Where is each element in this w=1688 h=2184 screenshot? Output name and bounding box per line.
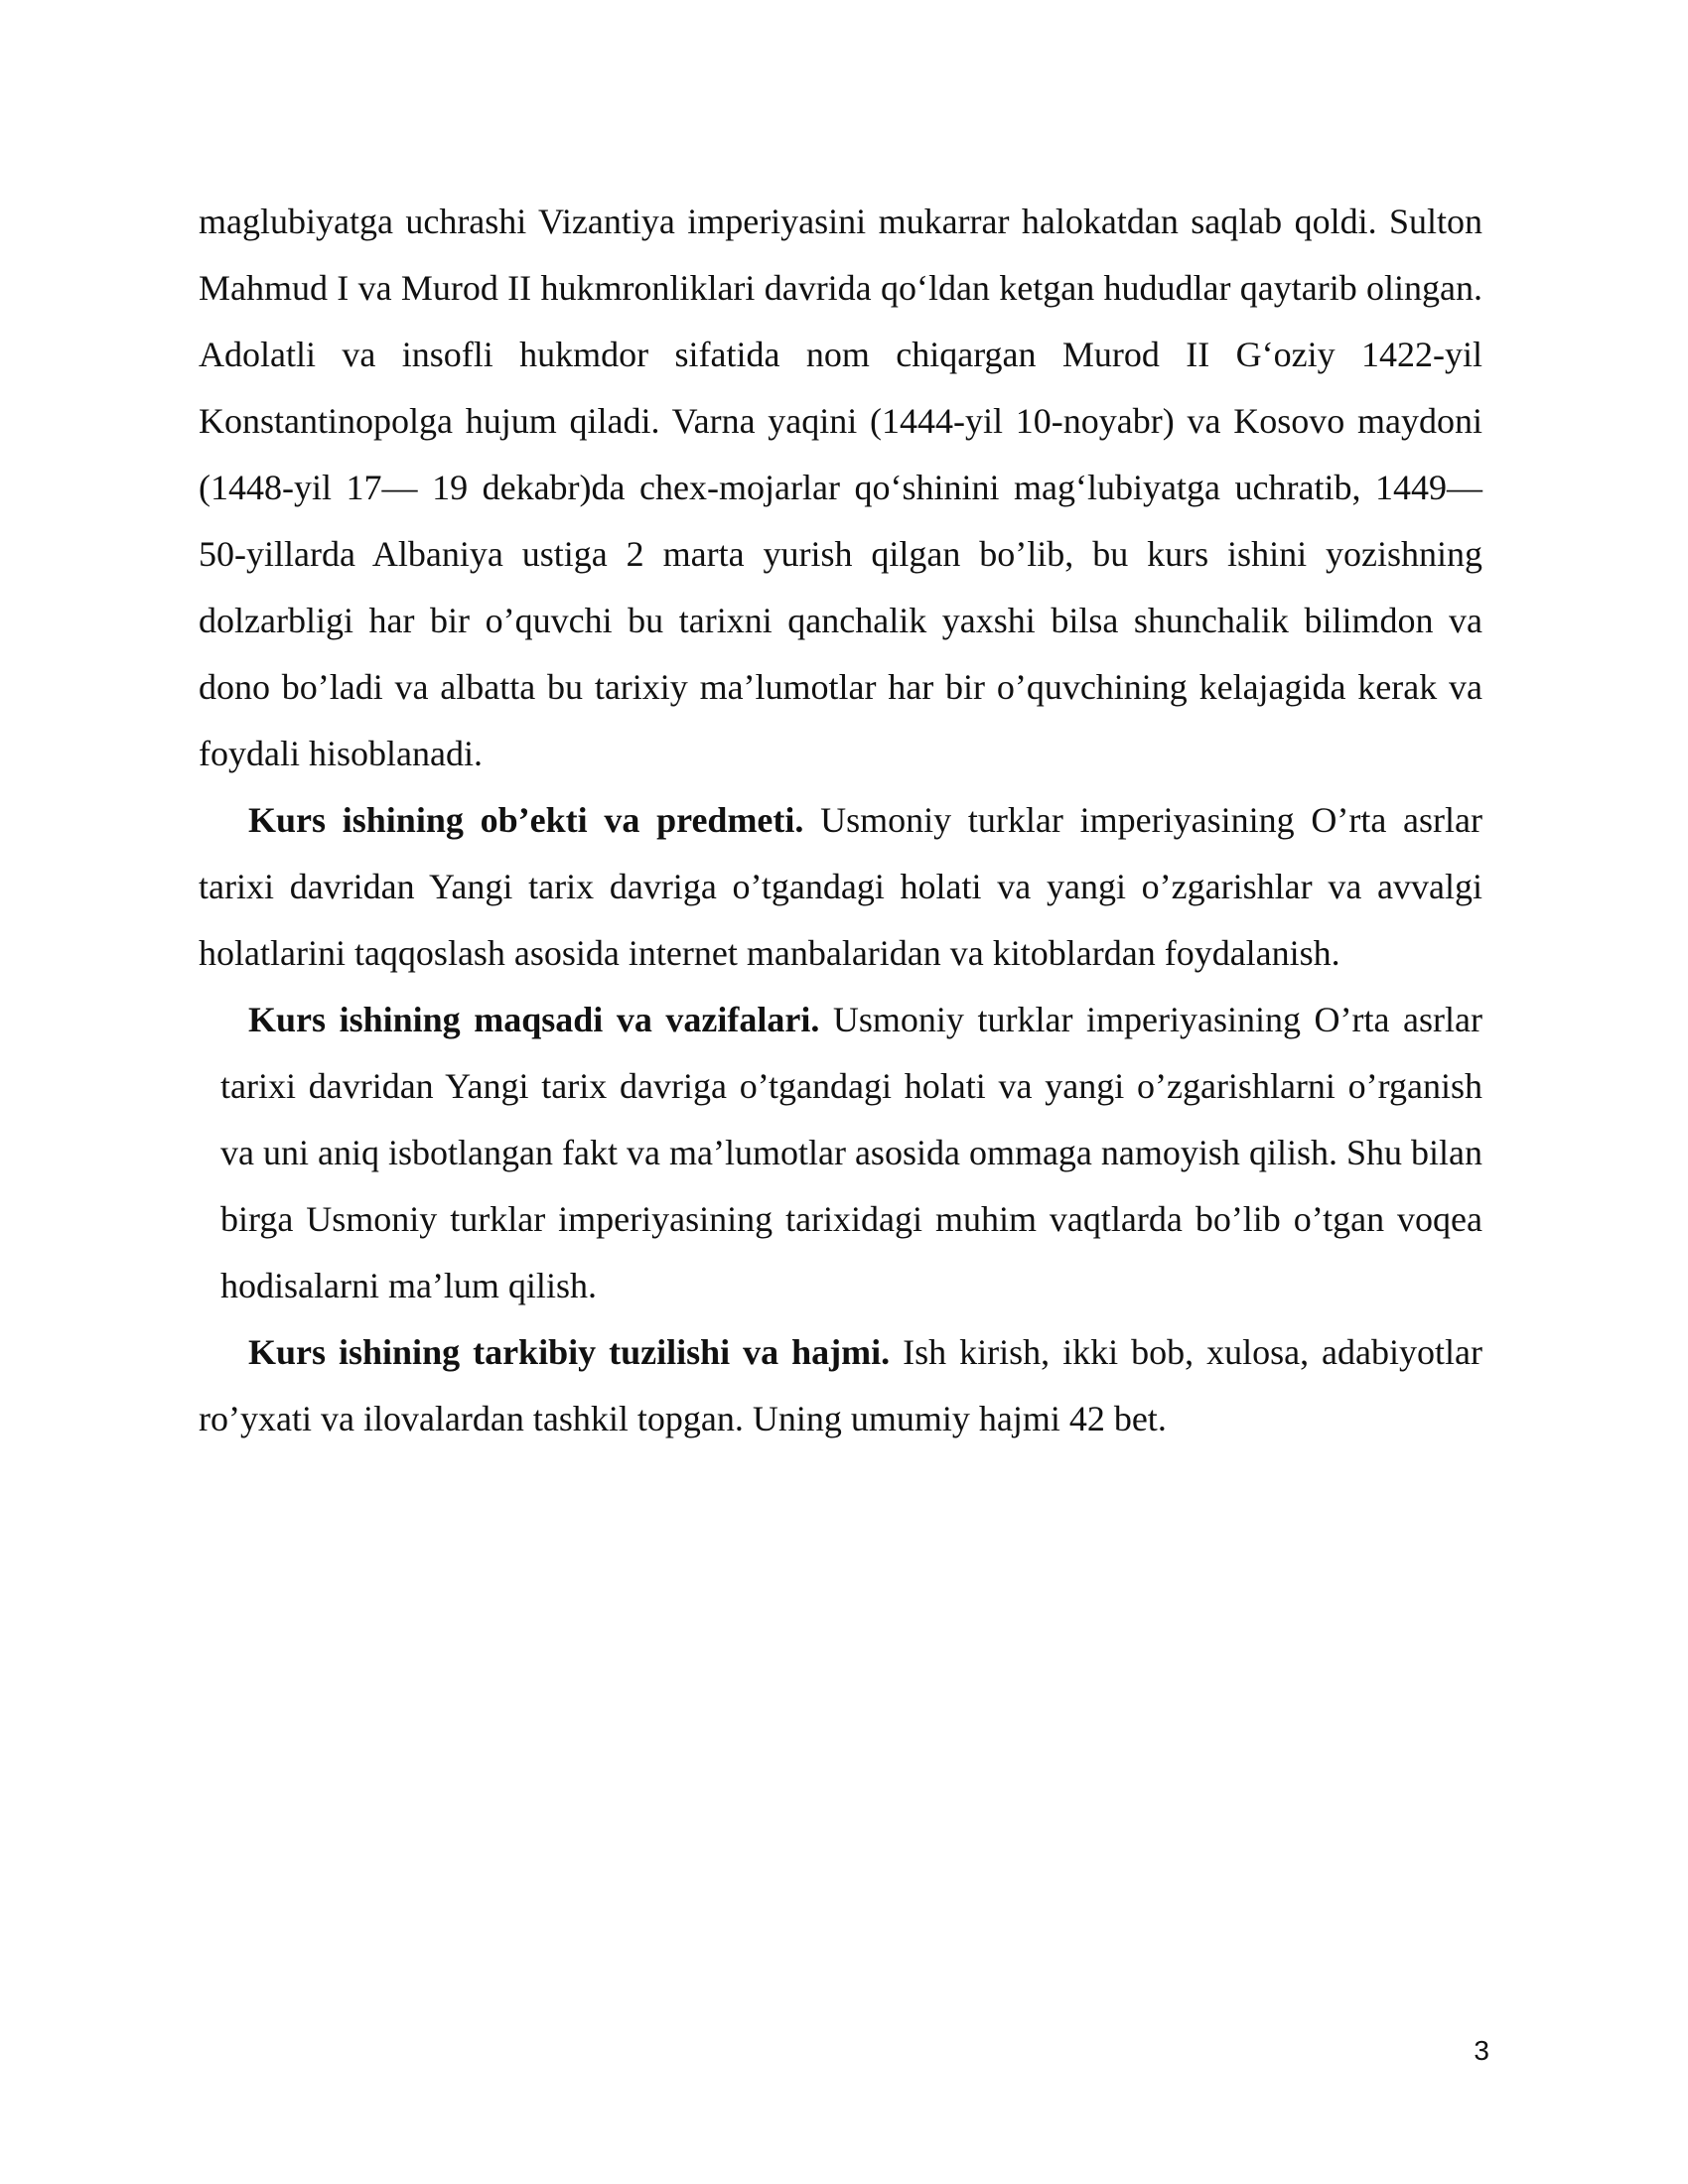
paragraph-text: Usmoniy turklar imperiyasining O’rta asrlar tarixi davridan Yangi tarix davriga o’tgandagi holati va yangi o’zgarishlarni o’rganish va uni aniq isbotlangan fakt va ma’lumotlar asosida ommaga namoyish qilish. Shu bilan birga Usmoniy turklar imperiyasining tarixidagi muhim vaqtlarda bo’lib o’tgan voqea hodisalarni ma’lum qilish. xyxy=(220,1000,1482,1305)
body-text xyxy=(199,189,1482,1452)
paragraph-heading: Kurs ishining maqsadi va vazifalari. xyxy=(248,1000,820,1039)
paragraph-text: maglubiyatga uchrashi Vizantiya imperiyasini mukarrar halokatdan saqlab qoldi. Sulton Mahmud I va Murod II hukmronliklari davrida qo‘ldan ketgan hududlar qaytarib olingan. Adolatli va insofli hukmdor sifatida nom chiqargan Murod II G‘oziy 1422-yil Konstantinopolga hujum qiladi. Varna yaqini (1444-yil 10-noyabr) va Kosovo maydoni (1448-yil 17— 19 dekabr)da chex-mojarlar qo‘shinini mag‘lubiyatga uchratib, 1449—50-yillarda Albaniya ustiga 2 marta yurish qilgan bo’lib, bu kurs ishini yozishning dolzarbligi har bir o’quvchi bu tarixni qanchalik yaxshi bilsa shunchalik bilimdon va dono bo’ladi va albatta bu tarixiy ma’lumotlar har bir o’quvchining kelajagida kerak va foydali hisoblanadi. xyxy=(199,202,1482,773)
paragraph-text: Usmoniy turklar imperiyasining O’rta asrlar tarixi davridan Yangi tarix davriga o’tgandagi holati va yangi o’zgarishlar va avvalgi holatlarini taqqoslash asosida internet manbalaridan va kitoblardan foydalanish. xyxy=(199,800,1482,973)
paragraph-object-subject xyxy=(199,787,1482,987)
paragraph-heading: Kurs ishining ob’ekti va predmeti. xyxy=(248,800,804,840)
paragraph-goals-tasks xyxy=(199,987,1482,1319)
paragraph-structure-volume xyxy=(199,1319,1482,1452)
paragraph-continuation xyxy=(199,189,1482,787)
paragraph-heading: Kurs ishining tarkibiy tuzilishi va hajmi. xyxy=(248,1332,891,1372)
page-number: 3 xyxy=(1474,2035,1489,2066)
paragraph-text: Ish kirish, ikki bob, xulosa, adabiyotlar ro’yxati va ilovalardan tashkil topgan. Uning umumiy hajmi 42 bet. xyxy=(199,1332,1482,1438)
